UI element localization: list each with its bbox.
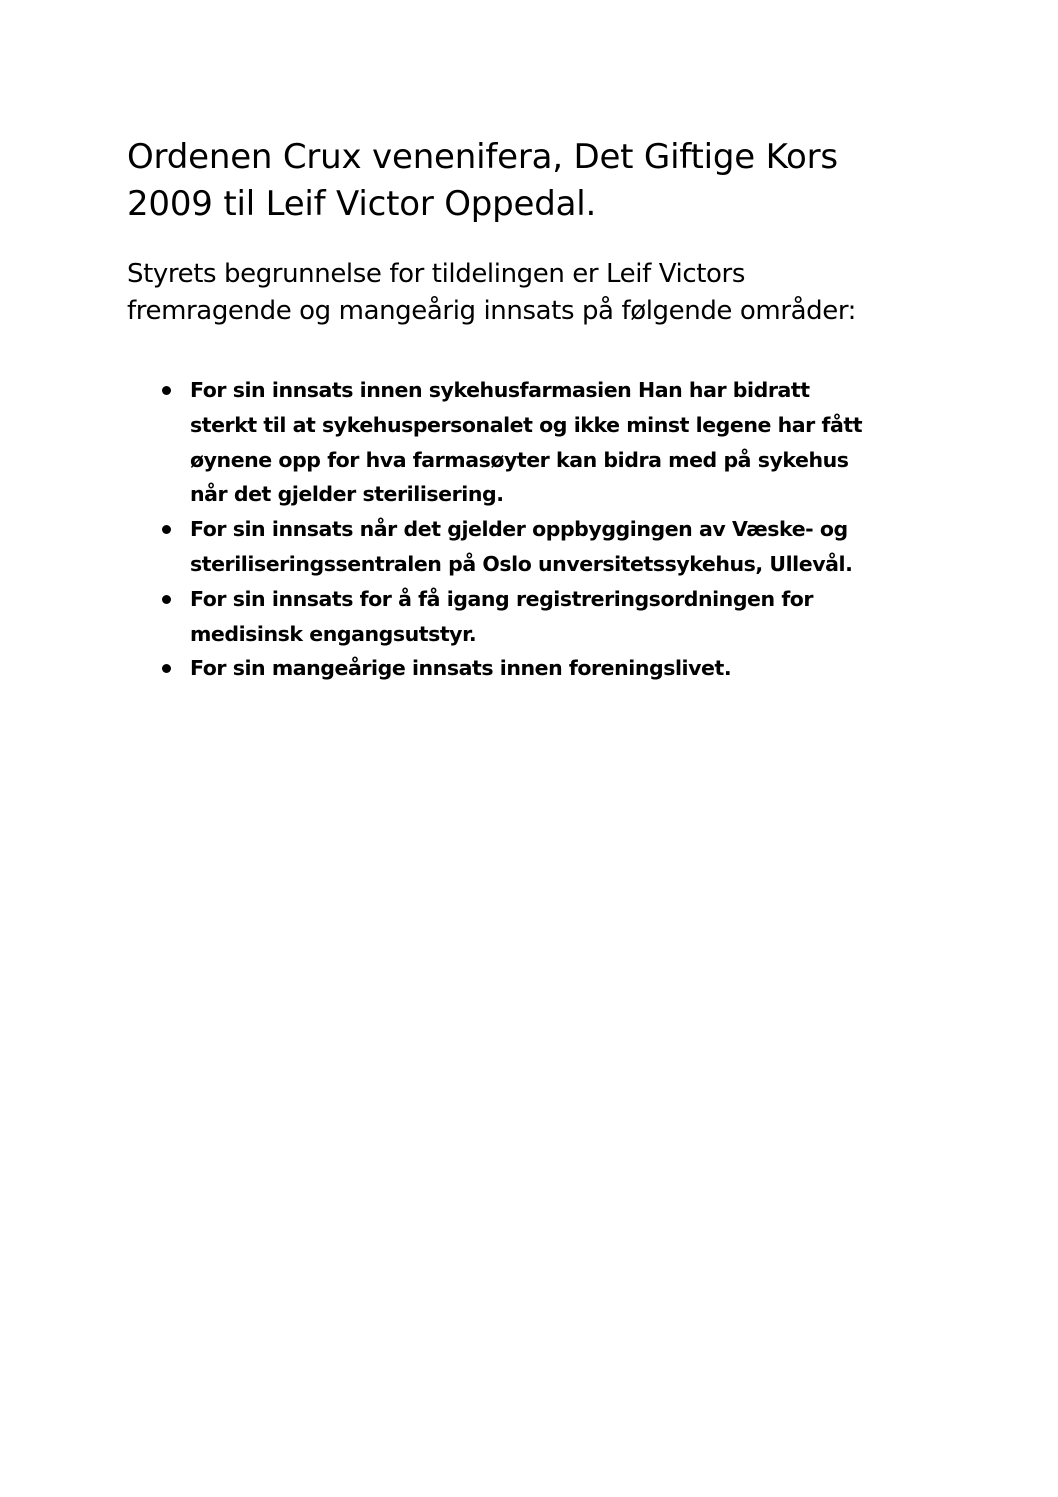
list-item — [158, 582, 958, 652]
list-item-line: øynene opp for hva farmasøyter kan bidra med på sykehus — [190, 447, 849, 472]
list-item — [158, 373, 958, 512]
list-item — [158, 651, 958, 686]
bullet-icon — [162, 525, 171, 534]
title-line: Ordenen Crux venenifera, Det Giftige Kors — [127, 137, 838, 177]
intro-paragraph — [127, 256, 947, 330]
list-item-line: For sin mangeårige innsats innen foreningslivet. — [190, 656, 732, 681]
list-item-line: For sin innsats når det gjelder oppbyggingen av Væske- og — [190, 517, 848, 542]
title-line: 2009 til Leif Victor Oppedal. — [127, 184, 597, 224]
intro-line: Styrets begrunnelse for tildelingen er Leif Victors — [127, 259, 745, 289]
list-item-line: For sin innsats innen sykehusfarmasien Han har bidratt — [190, 378, 810, 402]
bullet-icon — [162, 386, 171, 395]
bullet-icon — [162, 595, 171, 604]
list-item-line: når det gjelder sterilisering. — [190, 482, 504, 507]
merit-list — [158, 373, 958, 686]
document-title — [127, 134, 947, 228]
intro-line: fremragende og mangeårig innsats på følgende områder: — [127, 296, 857, 326]
list-item-line: steriliseringssentralen på Oslo unversitetssykehus, Ullevål. — [190, 551, 853, 576]
list-item — [158, 512, 958, 582]
bullet-icon — [162, 664, 171, 673]
list-item-line: For sin innsats for å få igang registreringsordningen for — [190, 586, 814, 611]
list-item-line: medisinsk engangsutstyr. — [190, 621, 477, 646]
list-item-line: sterkt til at sykehuspersonalet og ikke minst legene har fått — [190, 412, 863, 437]
